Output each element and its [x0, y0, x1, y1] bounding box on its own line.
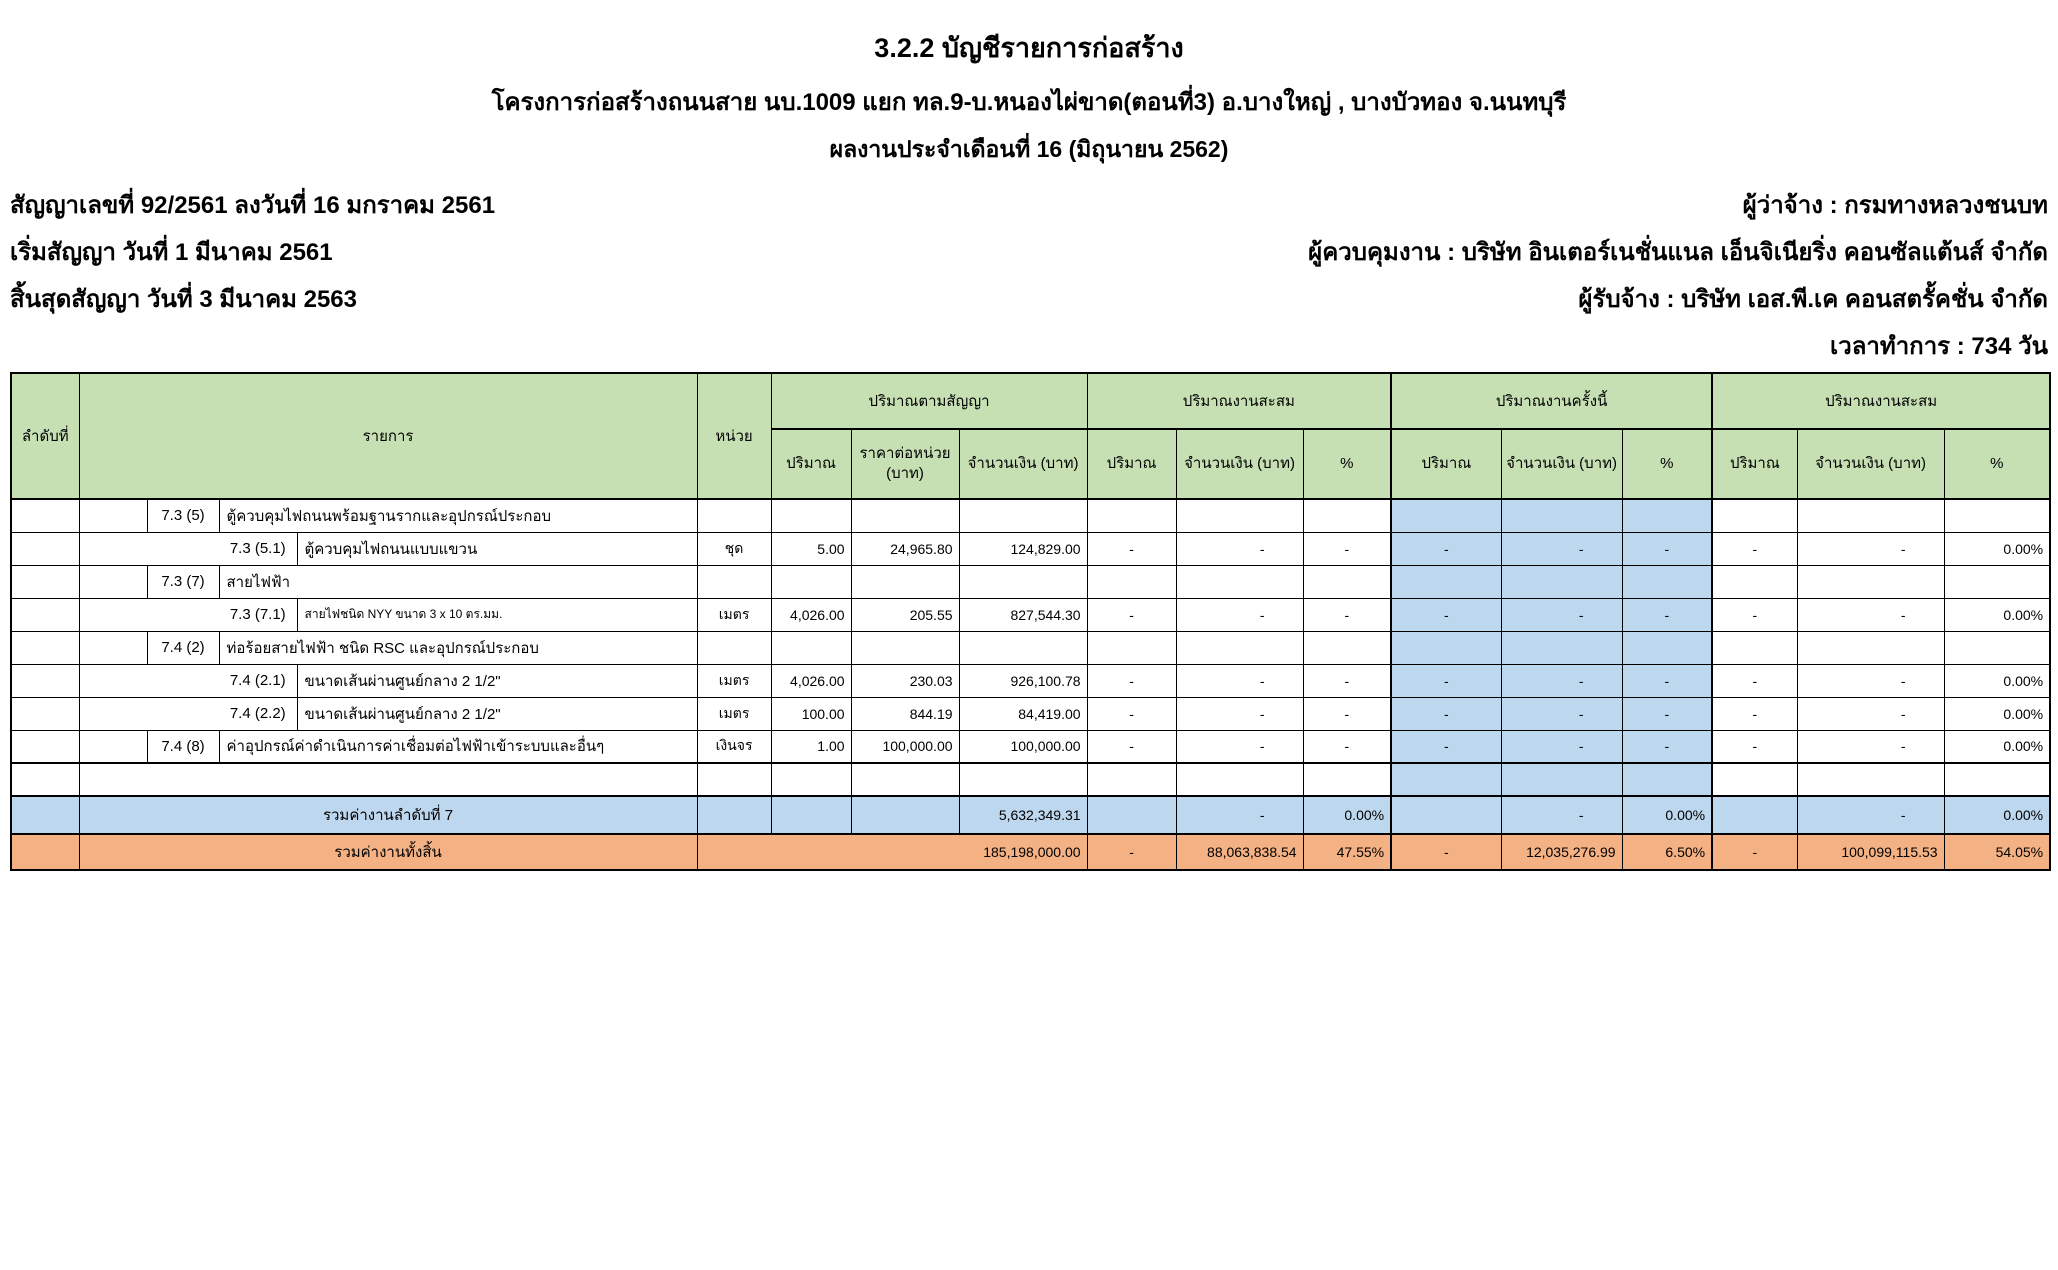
construction-items-table [10, 372, 2051, 871]
subcol-qty: ปริมาณ [771, 429, 851, 499]
subcol-amount: จำนวนเงิน (บาท) [1176, 429, 1303, 499]
subcol-percent: % [1622, 429, 1712, 499]
contract-info [10, 182, 2048, 370]
table-header-groups [11, 373, 2050, 429]
contract-amount: 827,544.30 [959, 598, 1087, 631]
contract-start-date: เริ่มสัญญา วันที่ 1 มีนาคม 2561 [10, 239, 333, 266]
item-code: 7.3 (7.1) [219, 598, 297, 631]
item-code: 7.3 (7) [147, 565, 219, 598]
grand-total-acc-amount: 88,063,838.54 [1176, 834, 1303, 870]
contract-amount: 84,419.00 [959, 697, 1087, 730]
table-row [11, 565, 2050, 598]
grand-total-row: รวมค่างานทั้งสิ้น 185,198,000.00 - 88,063,838.54 47.55% - 12,035,276.99 6.50% - 100,099,115.53 54.05% [11, 834, 2050, 870]
subcol-qty: ปริมาณ [1391, 429, 1501, 499]
contract-info-left [10, 182, 495, 370]
subtotal-contract-amount: 5,632,349.31 [959, 796, 1087, 834]
grand-total-acc2-percent: 54.05% [1944, 834, 2050, 870]
unit-price: 205.55 [851, 598, 959, 631]
item-code: 7.4 (2.2) [219, 697, 297, 730]
table-row [11, 499, 2050, 532]
project-subtitle: โครงการก่อสร้างถนนสาย นบ.1009 แยก ทล.9-บ.หนองไผ่ขาด(ตอนที่3) อ.บางใหญ่ , บางบัวทอง จ.นนทบุรี [491, 89, 1567, 116]
col-header-item: รายการ [79, 373, 697, 499]
item-unit: ชุด [697, 532, 771, 565]
subcol-amount: จำนวนเงิน (บาท) [1797, 429, 1944, 499]
page-title: 3.2.2 บัญชีรายการก่อสร้าง [874, 33, 1184, 63]
contract-qty: 1.00 [771, 730, 851, 763]
contract-number: สัญญาเลขที่ 92/2561 ลงวันที่ 16 มกราคม 2561 [10, 192, 496, 219]
item-description: สายไฟฟ้า [219, 565, 697, 598]
subcol-qty: ปริมาณ [1087, 429, 1176, 499]
subcol-unit-price: ราคาต่อหน่วย (บาท) [851, 429, 959, 499]
item-unit: เมตร [697, 697, 771, 730]
item-description: ขนาดเส้นผ่านศูนย์กลาง 2 1/2" [297, 697, 697, 730]
empty-row [11, 763, 2050, 796]
item-description: ตู้ควบคุมไฟถนนพร้อมฐานรากและอุปกรณ์ประกอบ [219, 499, 697, 532]
item-description: ท่อร้อยสายไฟฟ้า ชนิด RSC และอุปกรณ์ประกอบ [219, 631, 697, 664]
grand-total-cur-amount: 12,035,276.99 [1501, 834, 1622, 870]
contract-amount: 124,829.00 [959, 532, 1087, 565]
grand-total-label: รวมค่างานทั้งสิ้น [79, 834, 697, 870]
subtotal-label: รวมค่างานลำดับที่ 7 [79, 796, 697, 834]
item-description: ตู้ควบคุมไฟถนนแบบแขวน [297, 532, 697, 565]
unit-price: 844.19 [851, 697, 959, 730]
table-row: 7.3 (7.1) สายไฟชนิด NYY ขนาด 3 x 10 ตร.มม. เมตร 4,026.00 205.55 827,544.30 - - - - - - - - 0.00% [11, 598, 2050, 631]
contract-qty: 4,026.00 [771, 598, 851, 631]
work-duration: เวลาทำการ : 734 วัน [1830, 333, 2048, 360]
unit-price: 24,965.80 [851, 532, 959, 565]
contract-qty: 5.00 [771, 532, 851, 565]
subcol-percent: % [1303, 429, 1391, 499]
item-code: 7.3 (5) [147, 499, 219, 532]
grand-total-cur-percent: 6.50% [1622, 834, 1712, 870]
item-description: สายไฟชนิด NYY ขนาด 3 x 10 ตร.มม. [297, 598, 697, 631]
table-row: 7.4 (2.2) ขนาดเส้นผ่านศูนย์กลาง 2 1/2" เมตร 100.00 844.19 84,419.00 - - - - - - - - 0.00% [11, 697, 2050, 730]
table-row: 7.3 (5.1) ตู้ควบคุมไฟถนนแบบแขวน ชุด 5.00 24,965.80 124,829.00 - - - - - - - - 0.00% [11, 532, 2050, 565]
item-description: ค่าอุปกรณ์ค่าดำเนินการค่าเชื่อมต่อไฟฟ้าเข้าระบบและอื่นๆ [219, 730, 697, 763]
item-unit: เมตร [697, 598, 771, 631]
contract-amount: 100,000.00 [959, 730, 1087, 763]
unit-price: 230.03 [851, 664, 959, 697]
grand-total-contract-amount: 185,198,000.00 [697, 834, 1087, 870]
col-header-no: ลำดับที่ [11, 373, 79, 499]
grand-total-acc-percent: 47.55% [1303, 834, 1391, 870]
contract-info-right [1308, 182, 2048, 370]
item-unit: เงินจร [697, 730, 771, 763]
group-header-current: ปริมาณงานครั้งนี้ [1391, 373, 1712, 429]
supervisor: ผู้ควบคุมงาน : บริษัท อินเตอร์เนชั่นแนล เอ็นจิเนียริ่ง คอนซัลแต้นส์ จำกัด [1308, 239, 2048, 266]
col-header-unit: หน่วย [697, 373, 771, 499]
subcol-amount: จำนวนเงิน (บาท) [1501, 429, 1622, 499]
group-header-contract: ปริมาณตามสัญญา [771, 373, 1087, 429]
contract-amount: 926,100.78 [959, 664, 1087, 697]
period-subtitle: ผลงานประจำเดือนที่ 16 (มิถุนายน 2562) [829, 136, 1229, 162]
subtotal-row: รวมค่างานลำดับที่ 7 5,632,349.31 - 0.00% - 0.00% - 0.00% [11, 796, 2050, 834]
contract-qty: 100.00 [771, 697, 851, 730]
contract-qty: 4,026.00 [771, 664, 851, 697]
subcol-percent: % [1944, 429, 2050, 499]
group-header-accumulated-2: ปริมาณงานสะสม [1712, 373, 2050, 429]
item-description: ขนาดเส้นผ่านศูนย์กลาง 2 1/2" [297, 664, 697, 697]
subcol-qty: ปริมาณ [1712, 429, 1797, 499]
group-header-accumulated: ปริมาณงานสะสม [1087, 373, 1391, 429]
item-code: 7.4 (2.1) [219, 664, 297, 697]
grand-total-acc2-amount: 100,099,115.53 [1797, 834, 1944, 870]
report-page [0, 26, 2058, 1270]
subcol-amount: จำนวนเงิน (บาท) [959, 429, 1087, 499]
contractor: ผู้รับจ้าง : บริษัท เอส.พี.เค คอนสตรั้คชั่น จำกัด [1578, 286, 2048, 313]
table-row: 7.4 (2.1) ขนาดเส้นผ่านศูนย์กลาง 2 1/2" เมตร 4,026.00 230.03 926,100.78 - - - - - - - - 0.00% [11, 664, 2050, 697]
contract-end-date: สิ้นสุดสัญญา วันที่ 3 มีนาคม 2563 [10, 286, 358, 313]
unit-price: 100,000.00 [851, 730, 959, 763]
employer: ผู้ว่าจ้าง : กรมทางหลวงชนบท [1742, 192, 2048, 219]
table-row [11, 631, 2050, 664]
item-code: 7.4 (8) [147, 730, 219, 763]
item-code: 7.4 (2) [147, 631, 219, 664]
table-row: 7.4 (8) ค่าอุปกรณ์ค่าดำเนินการค่าเชื่อมต่อไฟฟ้าเข้าระบบและอื่นๆ เงินจร 1.00 100,000.00 100,000.00 - - - - - - - - 0.00% [11, 730, 2050, 763]
item-code: 7.3 (5.1) [219, 532, 297, 565]
item-unit: เมตร [697, 664, 771, 697]
